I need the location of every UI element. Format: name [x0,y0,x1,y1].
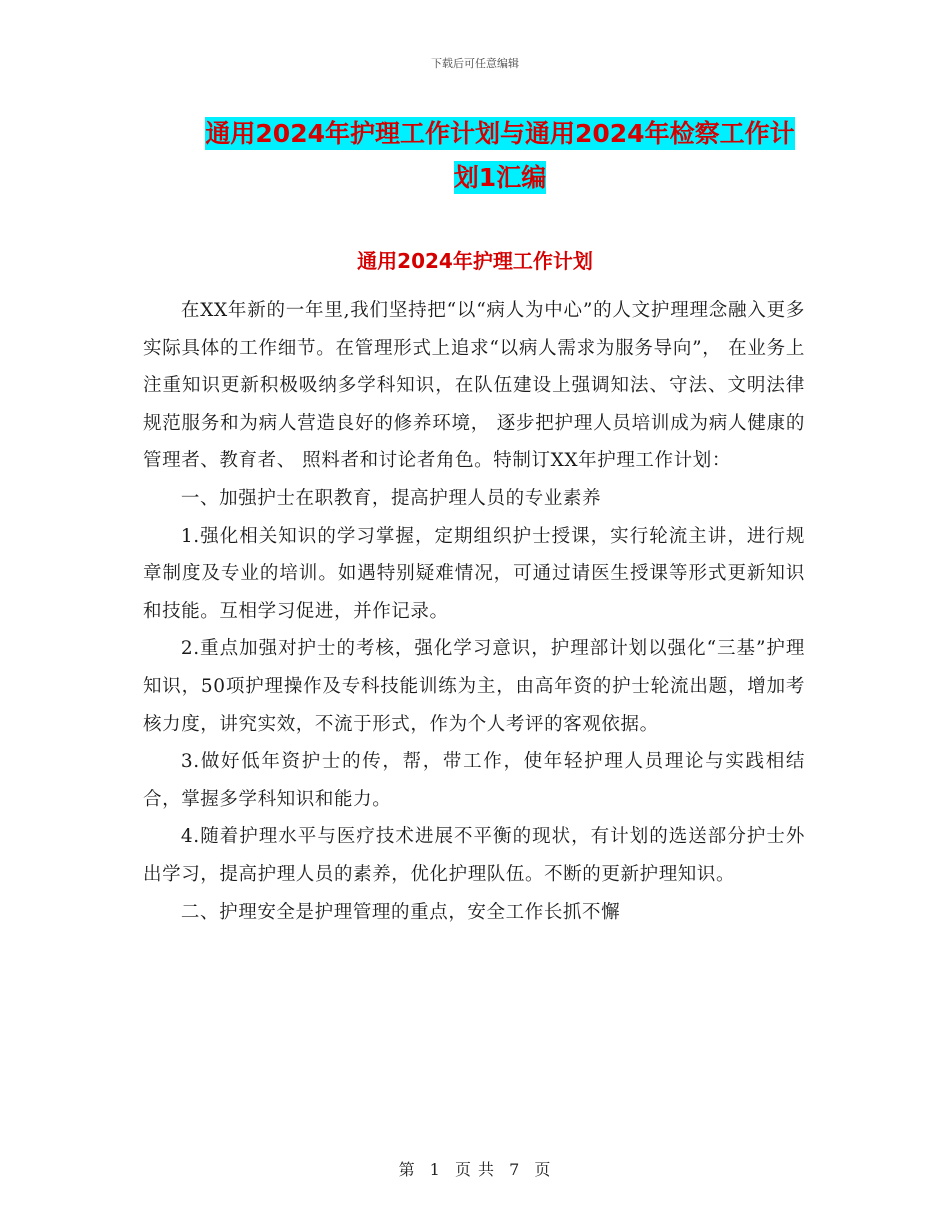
page-footer [0,1157,950,1180]
footer-prefix: 第 [398,1160,416,1179]
paragraph-heading-1: 一、加强护士在职教育，提高护理人员的专业素养 [180,487,602,509]
paragraph-item-1: 1.强化相关知识的学习掌握，定期组织护士授课，实行轮流主讲，进行规章制度及专业的培训。如遇特别疑难情况，可通过请医生授课等形式更新知识和技能。互相学习促进，并作记录。 [143,525,805,622]
section-title: 通用2024年护理工作计划 [357,249,593,273]
document-title [140,112,860,200]
header-note: 下载后可任意编辑 [431,57,519,70]
paragraph-item-3: 3.做好低年资护士的传，帮，带工作，使年轻护理人员理论与实践相结合，掌握多学科知识和能力。 [143,751,805,810]
document-title-line-2: 划1汇编 [453,163,547,192]
paragraph-heading-2: 二、护理安全是护理管理的重点，安全工作长抓不懈 [180,901,621,923]
footer-suffix: 页 [534,1160,552,1179]
paragraph-item-2: 2.重点加强对护士的考核，强化学习意识，护理部计划以强化“三基”护理知识，50项护理操作及专科技能训练为主，由高年资的护士轮流出题，增加考核力度，讲究实效，不流于形式，作为个人考评的客观依据。 [143,638,805,735]
footer-total-pages: 7 [509,1160,521,1179]
body-text [143,292,805,931]
document-title-line-1: 通用2024年护理工作计划与通用2024年检察工作计 [205,119,795,148]
paragraph-item-4: 4.随着护理水平与医疗技术进展不平衡的现状，有计划的选送部分护士外出学习，提高护理人员的素养，优化护理队伍。不断的更新护理知识。 [143,826,805,885]
footer-middle: 页 共 [454,1160,496,1179]
paragraph-intro: 在XX年新的一年里,我们坚持把“以“病人为中心”的人文护理理念融入更多实际具体的工作细节。在管理形式上追求“以病人需求为服务导向”， 在业务上注重知识更新积极吸纳多学科知识，在队伍建设上强调知法、守法、文明法律规范服务和为病人营造良好的修养环境， 逐步把护理人员培训成为病人健康的管理者、教育者、 照料者和讨论者角色。特制订XX年护理工作计划： [143,300,805,472]
footer-page-number: 1 [429,1160,441,1179]
